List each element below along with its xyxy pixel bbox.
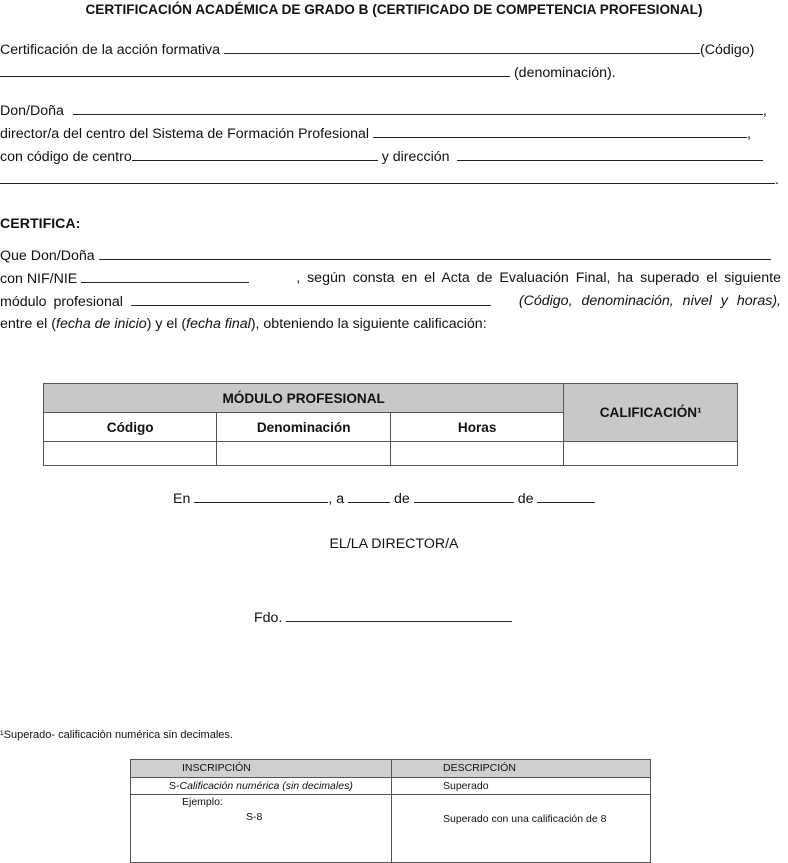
module-group-header: MÓDULO PROFESIONAL [44, 384, 564, 413]
denominacion-line [0, 63, 616, 82]
inscripcion-italic: Calificación numérica (sin decimales) [179, 780, 353, 792]
cell-codigo[interactable] [44, 442, 217, 466]
de-label-2: de [517, 491, 534, 507]
director-label: director/a del centro del Sistema de Formación Profesional [0, 126, 370, 142]
year-blank[interactable] [537, 489, 595, 503]
modulo-line [0, 292, 781, 311]
don-dona-line [0, 101, 767, 120]
director-centro-line [0, 124, 751, 143]
fechas-line [0, 315, 487, 333]
col-denominacion: Denominación [217, 413, 391, 442]
month-blank[interactable] [414, 489, 514, 503]
que-don-dona-line [0, 246, 771, 265]
codigo-centro-line [0, 147, 763, 166]
direccion-blank[interactable] [457, 147, 763, 161]
footnote: ¹Superado- calificación numérica sin decimales. [0, 729, 233, 741]
legend-cell-inscripcion [131, 778, 392, 795]
de-label-1: de [394, 491, 410, 507]
modulo-blank[interactable] [131, 292, 491, 306]
modulo-label: módulo profesional [0, 294, 123, 310]
direccion-line-2 [0, 170, 779, 189]
cell-denominacion[interactable] [217, 442, 391, 466]
denominacion-blank[interactable] [0, 63, 510, 77]
inscripcion-prefix: S- [169, 780, 180, 792]
codigo-suffix: (Código) [699, 42, 755, 58]
nif-line [0, 269, 781, 288]
legend-header-inscripcion: INSCRIPCIÓN [131, 760, 392, 778]
accion-formativa-label: Certificación de la acción formativa [0, 42, 221, 58]
don-dona-label: Don/Doña [0, 103, 64, 119]
legend-table [130, 759, 651, 863]
director-role: EL/LA DIRECTOR/A [329, 536, 459, 552]
nif-tail: , según consta en el Acta de Evaluación Final, ha superado el siguiente [296, 270, 781, 286]
fdo-label: Fdo. [254, 610, 283, 626]
table-row [131, 778, 651, 795]
legend-cell-descripcion: Superado [392, 778, 651, 795]
table-row [44, 442, 738, 466]
legend-header-descripcion: DESCRIPCIÓN [392, 760, 651, 778]
accion-formativa-line [0, 40, 754, 59]
fdo-line [254, 608, 512, 627]
legend-cell-ejemplo [131, 795, 392, 863]
nif-label: con NIF/NIE [0, 271, 78, 287]
entre-el-text: entre el ( [0, 316, 56, 332]
a-label: , a [328, 491, 345, 507]
day-blank[interactable] [348, 489, 390, 503]
comma: , [747, 126, 751, 142]
director-name-blank[interactable] [73, 101, 763, 115]
place-blank[interactable] [194, 489, 328, 503]
denominacion-suffix: (denominación). [513, 65, 616, 81]
legend-cell-ejemplo-descripcion: Superado con una calificación de 8 [392, 795, 651, 863]
cell-horas[interactable] [390, 442, 563, 466]
ejemplo-label: Ejemplo: [182, 796, 223, 808]
modulo-hint: (Código, denominación, nivel y horas), [518, 293, 781, 309]
y-el-text: ) y el ( [146, 316, 187, 332]
codigo-centro-blank[interactable] [132, 147, 378, 161]
direccion-blank-2[interactable] [0, 170, 775, 184]
fecha-final: fecha final [186, 316, 251, 332]
document-title: CERTIFICACIÓN ACADÉMICA DE GRADO B (CERTIFICADO DE COMPETENCIA PROFESIONAL) [85, 2, 703, 17]
col-codigo: Código [44, 413, 217, 442]
que-don-dona-label: Que Don/Doña [0, 248, 95, 264]
centro-name-blank[interactable] [373, 124, 747, 138]
place-date-line [173, 489, 595, 508]
grade-header: CALIFICACIÓN¹ [564, 384, 738, 442]
nif-blank[interactable] [81, 269, 249, 283]
calificacion-tail: ), obteniendo la siguiente calificación: [250, 316, 487, 332]
col-horas: Horas [390, 413, 563, 442]
codigo-centro-label: con código de centro [0, 149, 132, 165]
certifica-heading: CERTIFICA: [0, 216, 81, 232]
module-table [43, 383, 738, 466]
fecha-inicio: fecha de inicio [56, 316, 147, 332]
alumno-name-blank[interactable] [99, 246, 771, 260]
codigo-blank[interactable] [224, 40, 700, 54]
table-row [131, 795, 651, 863]
en-label: En [173, 491, 191, 507]
signature-blank[interactable] [286, 608, 512, 622]
cell-calificacion[interactable] [564, 442, 738, 466]
ejemplo-inscripcion: S-8 [246, 811, 263, 823]
direccion-label: y dirección [381, 149, 450, 165]
period: . [775, 172, 779, 188]
comma: , [762, 103, 767, 119]
